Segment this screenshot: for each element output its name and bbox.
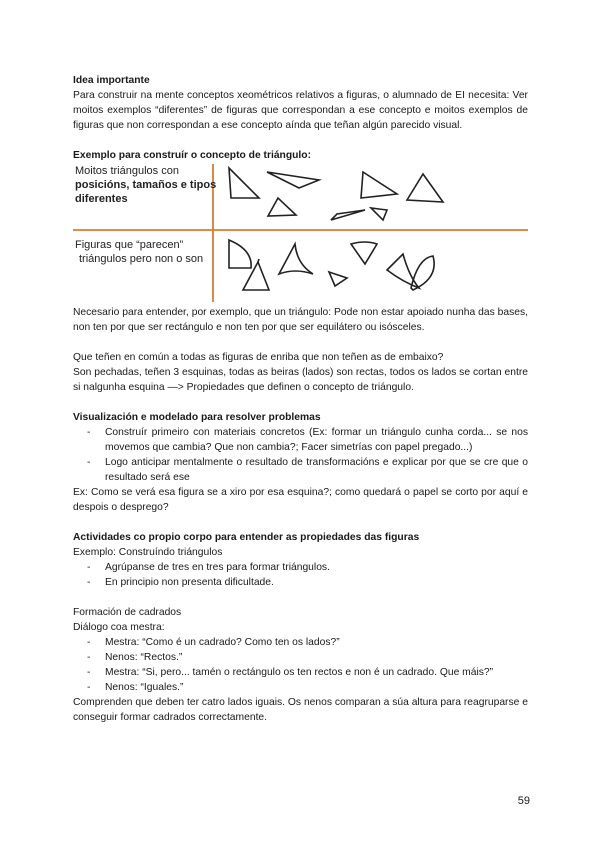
visualization-list [73,425,528,485]
triangle-long-thin [267,172,319,188]
shape-open-triangle [243,262,269,290]
figure-label-bottom-1: Figuras que “parecen” [75,239,184,251]
closing-paragraph: Comprenden que deben ter catro lados iguais. Os nenos comparan a súa altura para reagruparse e conseguir formar cadrados correctamente. [73,697,528,723]
triangle-flat [359,184,391,194]
shape-curved-triangle [387,254,419,288]
page-number: 59 [517,795,530,807]
shape-concave-triangle [279,244,313,274]
triangle-figure [73,164,528,302]
activities-list [73,560,528,590]
list-item: - Logo anticipar mentalmente o resultado de transformacións e explicar por que se cre que o resultado será ese [87,455,528,485]
list-item: - Nenos: “Rectos.” [87,650,528,665]
section-title-idea: Idea importante [73,75,150,86]
figure-label-top-3: diferentes [75,193,128,205]
triangle-medium [407,174,443,202]
figure-label-bottom-2: triángulos pero non o son [79,253,204,265]
list-item: - Mestra: “Como é un cadrado? Como ten os lados?” [87,635,528,650]
common-answer: Son pechadas, teñen 3 esquinas, todas as beiras (lados) son rectas, todos os lados se cortan entre si nalgunha esquina —> Propiedades que definen o concepto de triángulo. [73,367,528,393]
section-title-activities: Actividades co propio corpo para entender as propiedades das figuras [73,532,420,543]
list-item: - En principio non presenta dificultade. [87,575,528,590]
dialog-list [73,635,528,695]
shape-bulged-triangle [411,256,434,290]
list-item: - Nenos: “Iguales.” [87,680,528,695]
activities-subtitle: Exemplo: Construíndo triángulos [73,547,223,558]
figure-label-top-2: posicións, tamaños e tipos [75,179,217,191]
triangle-right-angled [229,168,259,198]
shape-small-triangle [329,272,347,286]
shape-curved-side [229,240,251,268]
shape-rounded-triangle [351,242,377,264]
figure-label-top-1: Moitos triángulos con [75,165,179,177]
triangle-tiny [371,208,387,220]
common-question: Que teñen en común a todas as figuras de enriba que non teñen as de embaixo? [73,352,444,363]
triangle-necessity-paragraph: Necesario para entender, por exemplo, que un triángulo: Pode non estar apoiado nunha das bases, non ten por que ser rectángulo e non ten por que ser equilátero ou isósceles. [73,307,528,333]
triangle-small [268,198,296,216]
dialog-subtitle: Diálogo coa mestra: [73,622,165,633]
section-title-example: Exemplo para construír o concepto de triángulo: [73,150,312,161]
section-title-visualization: Visualización e modelado para resolver problemas [73,412,321,423]
triangle-sliver [331,210,365,220]
list-item: - Agrúpanse de tres en tres para formar triángulos. [87,560,528,575]
squares-subtitle: Formación de cadrados [73,607,182,618]
visualization-example: Ex: Como se verá esa figura se a xiro por esa esquina?; como quedará o papel se corto por aquí e despois o desprego? [73,487,528,513]
list-item: - Mestra: “Si, pero... tamén o rectángulo os ten rectos e non é un cadrado. Que máis?” [87,665,528,680]
idea-paragraph: Para construir na mente conceptos xeométricos relativos a figuras, o alumnado de EI necesita: Ver moitos exemplos “diferentes” de figuras que correspondan a ese concepto e moitos exemplos de figuras que non correspondan a ese concepto aínda que teñan algún parecido visual. [73,90,528,131]
triangle-obtuse [361,172,397,198]
page-content [73,73,528,725]
list-item: - Construír primeiro con materiais concretos (Ex: formar un triángulo cunha corda... se nos movemos que cambia? Que non cambia?; Facer simetrías con papel pregado...) [87,425,528,455]
